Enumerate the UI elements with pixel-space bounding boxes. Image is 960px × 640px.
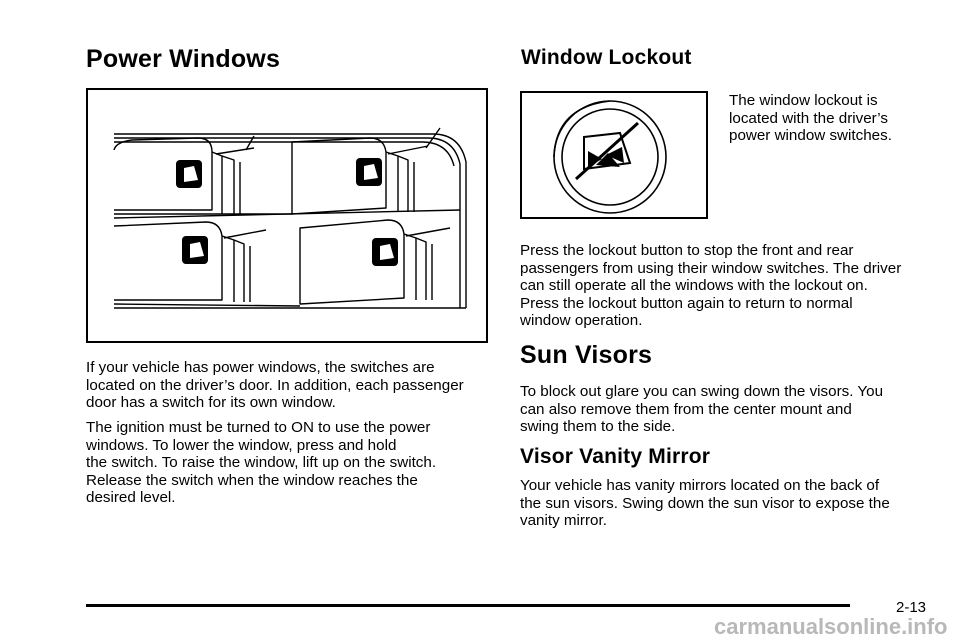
lockout-button-illustration bbox=[522, 93, 706, 217]
power-windows-para-2: The ignition must be turned to ON to use the power windows. To lower the window, press and hold the switch. To raise the window, lift up on the switch. Release the switch when the window reaches the desired level. bbox=[86, 419, 437, 507]
page-number: 2-13 bbox=[896, 599, 927, 616]
window-lockout-figure bbox=[520, 91, 708, 219]
watermark-text: carmanualsonline.info bbox=[714, 614, 948, 639]
lockout-caption: The window lockout is located with the driver’s power window switches. bbox=[729, 92, 892, 145]
power-windows-heading: Power Windows bbox=[86, 45, 281, 73]
window-switch-panel-illustration bbox=[88, 90, 486, 341]
power-windows-para-1: If your vehicle has power windows, the switches are located on the driver’s door. In addition, each passenger door has a switch for its own window. bbox=[86, 359, 464, 412]
sun-visors-heading: Sun Visors bbox=[520, 341, 653, 369]
window-lockout-heading: Window Lockout bbox=[521, 46, 692, 69]
lockout-icon bbox=[576, 123, 638, 179]
vanity-mirror-para: Your vehicle has vanity mirrors located on the back of the sun visors. Swing down the sun visor to expose the vanity mirror. bbox=[520, 477, 890, 530]
lockout-para: Press the lockout button to stop the front and rear passengers from using their window switches. The driver can still operate all the windows with the lockout on. Press the lockout button again to return to normal window operation. bbox=[520, 242, 902, 330]
visor-vanity-mirror-heading: Visor Vanity Mirror bbox=[520, 445, 711, 468]
footer-rule bbox=[86, 604, 850, 607]
sun-visors-para: To block out glare you can swing down the visors. You can also remove them from the center mount and swing them to the side. bbox=[520, 383, 884, 436]
power-window-switches-figure bbox=[86, 88, 488, 343]
